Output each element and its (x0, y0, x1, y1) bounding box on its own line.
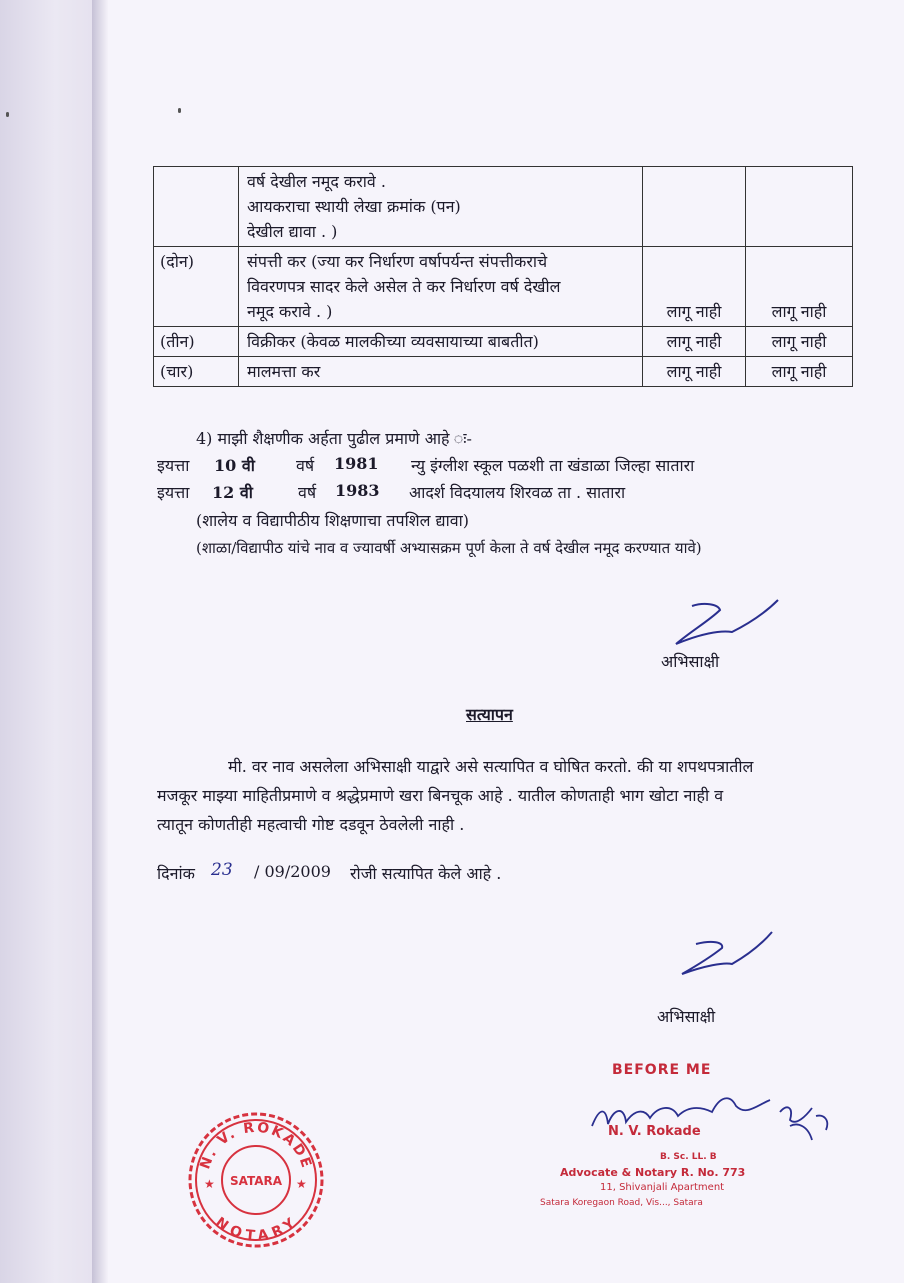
school-name: आदर्श विदयालय शिरवळ ता . सातारा (409, 483, 626, 502)
description-line: देखील द्यावा . ) (247, 222, 338, 241)
row-number: (तीन) (154, 327, 239, 357)
tax-table-row (154, 167, 853, 247)
page-fold (92, 0, 108, 1283)
before-me: BEFORE ME (612, 1062, 712, 1078)
svg-text:★: ★ (296, 1177, 307, 1191)
row-number: (चार) (154, 357, 239, 387)
tax-table (153, 166, 853, 387)
notary-degree: B. Sc. LL. B (660, 1152, 717, 1162)
description-line: आयकराचा स्थायी लेखा क्रमांक (पन) (247, 197, 461, 216)
row-description (239, 357, 643, 387)
svg-text:NOTARY: NOTARY (212, 1214, 300, 1245)
deponent-signature (660, 594, 790, 654)
value-column-2: लागू नाही (746, 327, 853, 357)
description-line: विक्रीकर (केवळ मालकीच्या व्यवसायाच्या बाबतीत) (247, 332, 539, 351)
tax-table-row (154, 247, 853, 327)
education-note-2: (शाळा/विद्यापीठ यांचे नाव व ज्यावर्षी अभ्यासक्रम पूर्ण केला ते वर्ष देखील नमूद करण्यात यावे) (196, 539, 702, 557)
verification-line-3: त्यातून कोणतीही महत्वाची गोष्ट दडवून ठेवलेली नाही . (157, 815, 465, 834)
row-description (239, 167, 643, 247)
notary-title: Advocate & Notary R. No. 773 (560, 1166, 746, 1179)
std-value: 10 वी (214, 456, 255, 475)
value-column-1: लागू नाही (643, 327, 746, 357)
value-column-2: लागू नाही (746, 247, 853, 327)
value-column-2: लागू नाही (746, 357, 853, 387)
deponent-signature (672, 926, 782, 986)
value-column-1: लागू नाही (643, 247, 746, 327)
paper-speck (178, 108, 181, 113)
notary-signature (580, 1086, 840, 1150)
description-line: संपत्ती कर (ज्या कर निर्धारण वर्षापर्यन्त संपत्तीकराचे (247, 252, 548, 271)
description-line: मालमत्ता कर (247, 362, 321, 381)
row-description (239, 327, 643, 357)
notary-address-1: 11, Shivanjali Apartment (600, 1182, 725, 1193)
std-label: इयत्ता (157, 483, 190, 502)
notary-stamp (540, 1062, 840, 1222)
row-number: (दोन) (154, 247, 239, 327)
value-column-1: लागू नाही (643, 357, 746, 387)
value-column-1 (643, 167, 746, 247)
row-description (239, 247, 643, 327)
std-value: 12 वी (212, 483, 253, 502)
description-line: नमूद करावे . ) (247, 302, 333, 321)
school-name: न्यु इंग्लीश स्कूल पळशी ता खंडाळा जिल्हा सातारा (411, 456, 695, 475)
svg-text:N. V. ROKADE: N. V. ROKADE (197, 1119, 315, 1172)
svg-text:SATARA: SATARA (229, 1174, 283, 1188)
year-label: वर्ष (296, 456, 315, 475)
std-label: इयत्ता (157, 456, 190, 475)
verification-line-2: मजकूर माझ्या माहितीप्रमाणे व श्रद्धेप्रमाणे खरा बिनचूक आहे . यातील कोणताही भाग खोटा नाही व (157, 786, 724, 805)
notary-seal (186, 1110, 326, 1250)
tax-table-row (154, 327, 853, 357)
date-month-year: / 09/2009 (254, 862, 331, 881)
value-column-2 (746, 167, 853, 247)
deponent-label: अभिसाक्षी (661, 652, 720, 671)
verification-title: सत्यापन (466, 705, 513, 724)
paper-speck (6, 112, 9, 117)
year-value: 1983 (335, 481, 380, 500)
date-suffix: रोजी सत्यापित केले आहे . (350, 864, 502, 883)
notary-address-2: Satara Koregaon Road, Vis..., Satara (540, 1198, 703, 1208)
description-line: वर्ष देखील नमूद करावे . (247, 172, 386, 191)
deponent-label: अभिसाक्षी (657, 1007, 716, 1026)
year-value: 1981 (334, 454, 379, 473)
education-note-1: (शालेय व विद्यापीठीय शिक्षणाचा तपशिल द्यावा) (196, 511, 470, 530)
date-label: दिनांक (157, 864, 195, 883)
year-label: वर्ष (298, 483, 317, 502)
svg-text:★: ★ (204, 1177, 215, 1191)
binding-strip (0, 0, 93, 1283)
notary-name: N. V. Rokade (608, 1124, 701, 1139)
date-day: 23 (211, 860, 233, 880)
education-heading: 4) माझी शैक्षणीक अर्हता पुढील प्रमाणे आहे ः- (196, 429, 472, 448)
tax-table-row (154, 357, 853, 387)
verification-line-1: मी. वर नाव असलेला अभिसाक्षी याद्वारे असे सत्यापित व घोषित करतो. की या शपथपत्रातील (228, 757, 754, 776)
description-line: विवरणपत्र सादर केले असेल ते कर निर्धारण वर्ष देखील (247, 277, 561, 296)
row-number (154, 167, 239, 247)
